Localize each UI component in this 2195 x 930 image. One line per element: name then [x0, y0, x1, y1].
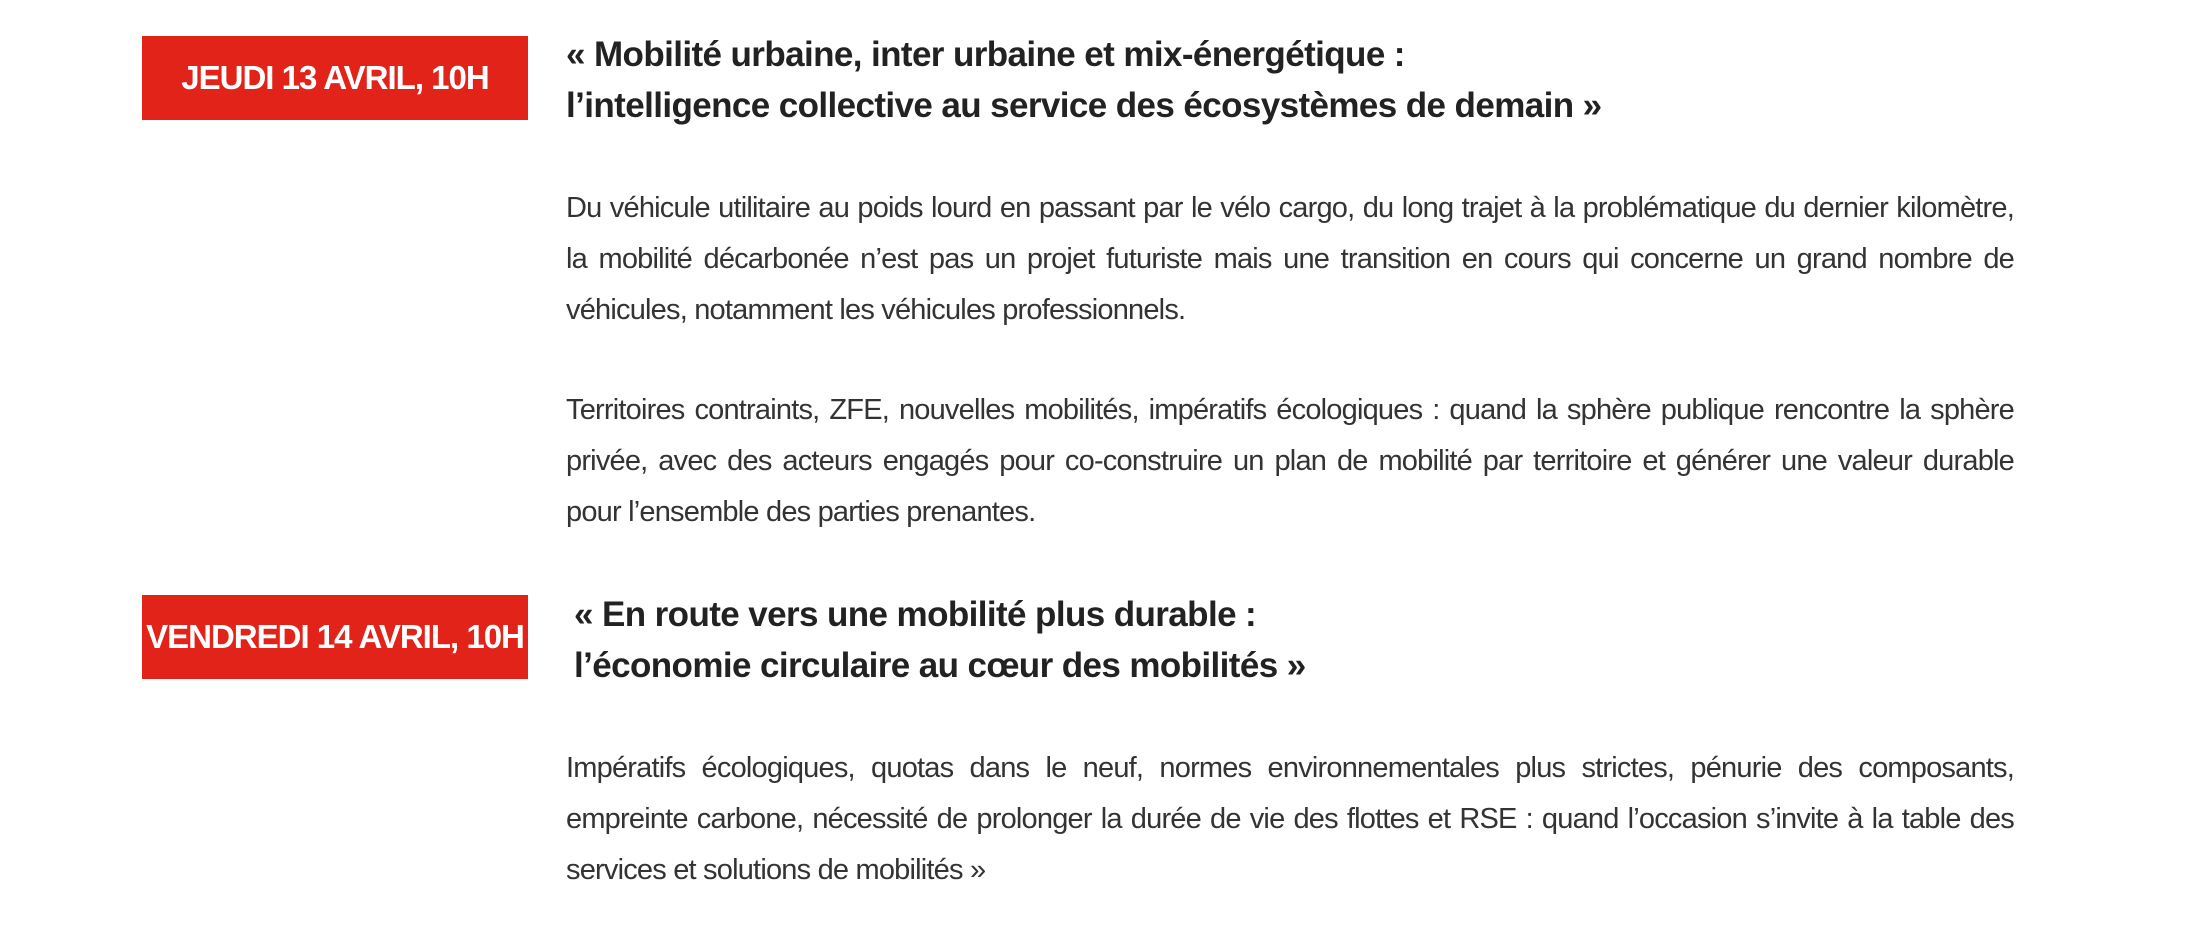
date-badge: VENDREDI 14 AVRIL, 10H — [142, 595, 528, 679]
session-paragraph: Du véhicule utilitaire au poids lourd en passant par le vélo cargo, du long trajet à la problématique du dernier kilomètre, la mobilité décarbonée n’est pas un projet futuriste mais une transition en cours qui concerne un grand nombre de véhicules, notamment les véhicules professionnels. — [566, 192, 2014, 326]
session-title-line-2: l’intelligence collective au service des écosystèmes de demain » — [566, 86, 1602, 125]
session-paragraph: Territoires contraints, ZFE, nouvelles mobilités, impératifs écologiques : quand la sphère publique rencontre la sphère privée, avec des acteurs engagés pour co-construire un plan de mobilité par territoire et générer une valeur durable pour l’ensemble des parties prenantes. — [566, 394, 2014, 528]
session-title — [566, 29, 2046, 131]
session-title — [574, 589, 2054, 691]
date-badge: JEUDI 13 AVRIL, 10H — [142, 36, 528, 120]
session-title-line-1: « Mobilité urbaine, inter urbaine et mix-énergétique : — [566, 35, 1405, 74]
session-title-line-2: l’économie circulaire au cœur des mobilités » — [574, 646, 1306, 685]
session-title-line-1: « En route vers une mobilité plus durable : — [574, 595, 1257, 634]
session-paragraph: Impératifs écologiques, quotas dans le neuf, normes environnementales plus strictes, pénurie des composants, empreinte carbone, nécessité de prolonger la durée de vie des flottes et RSE : quand l’occasion s’invite à la table des services et solutions de mobilités » — [566, 752, 2014, 886]
